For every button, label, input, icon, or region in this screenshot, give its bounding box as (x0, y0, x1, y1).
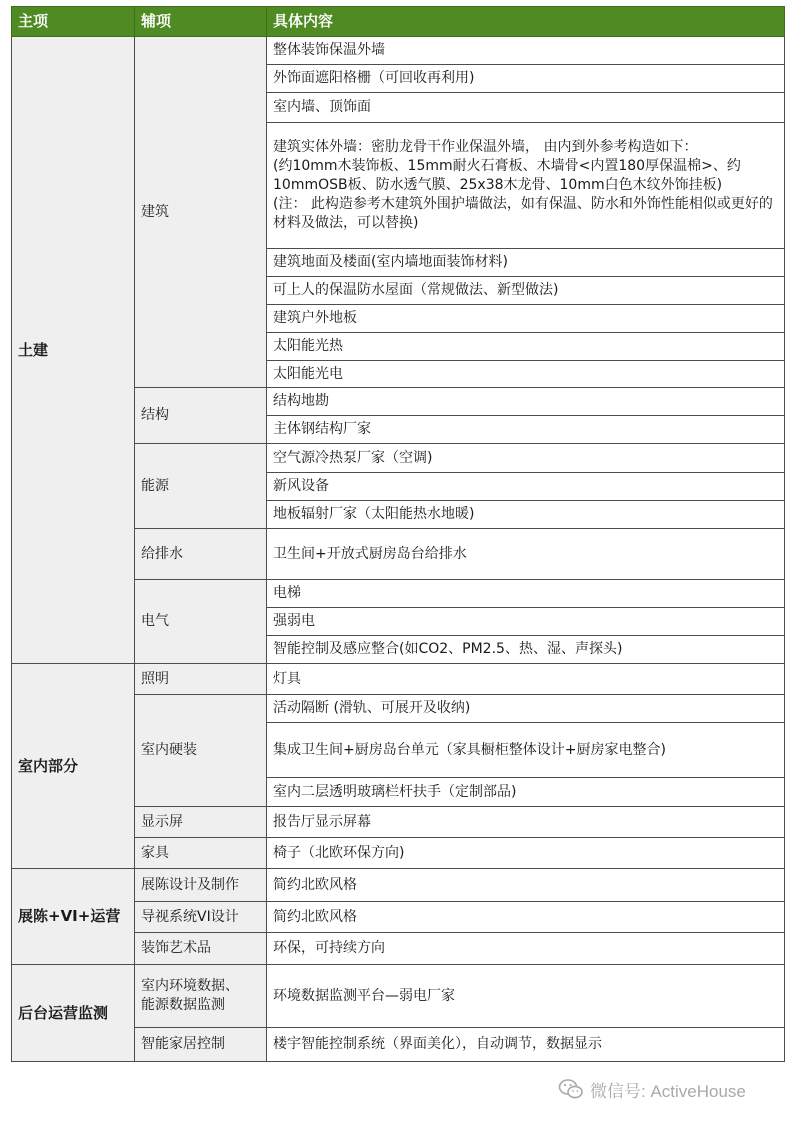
wechat-watermark (558, 1074, 746, 1104)
content-cell: 建筑实体外墙：密肋龙骨干作业保温外墙， 由内到外参考构造如下： (约10mm木装饰板、15mm耐火石膏板、木墙骨<内置180厚保温棉>、约10mmOSB板、防水透气膜、25x38木龙骨、10mm白色木纹外饰挂板) (注： 此构造参考木建筑外围护墙做法，如有保温、防水和外饰性能相似或更好的材料及做法，可以替换) (267, 123, 785, 249)
content-cell: 灯具 (267, 664, 785, 695)
content-cell: 环保，可持续方向 (267, 933, 785, 965)
content-cell: 简约北欧风格 (267, 869, 785, 902)
table-header-row (12, 7, 785, 37)
main-item-cell: 室内部分 (12, 664, 135, 869)
content-cell: 建筑户外地板 (267, 305, 785, 333)
content-cell: 太阳能光热 (267, 333, 785, 361)
content-cell: 结构地勘 (267, 388, 785, 416)
content-cell: 室内墙、顶饰面 (267, 93, 785, 123)
main-item-cell: 后台运营监测 (12, 965, 135, 1062)
sub-item-cell: 装饰艺术品 (135, 933, 267, 965)
content-cell: 活动隔断 (滑轨、可展开及收纳) (267, 695, 785, 723)
content-cell: 楼宇智能控制系统（界面美化），自动调节，数据显示 (267, 1028, 785, 1062)
sub-item-cell: 智能家居控制 (135, 1028, 267, 1062)
table-row (12, 664, 785, 695)
sub-item-cell: 能源 (135, 444, 267, 529)
sub-item-cell: 室内环境数据、 能源数据监测 (135, 965, 267, 1028)
main-item-cell: 展陈+VI+运营 (12, 869, 135, 965)
wechat-icon (558, 1078, 584, 1100)
sub-item-cell: 照明 (135, 664, 267, 695)
table-row (12, 869, 785, 902)
project-table (11, 6, 785, 1062)
sub-item-cell: 导视系统VI设计 (135, 902, 267, 933)
content-cell: 空气源冷热泵厂家（空调) (267, 444, 785, 473)
content-cell: 电梯 (267, 580, 785, 608)
content-cell: 卫生间+开放式厨房岛台给排水 (267, 529, 785, 580)
sub-item-cell: 建筑 (135, 37, 267, 388)
content-cell: 建筑地面及楼面(室内墙地面装饰材料) (267, 249, 785, 277)
content-cell: 太阳能光电 (267, 361, 785, 388)
sub-item-cell: 家具 (135, 838, 267, 869)
sub-item-cell: 室内硬装 (135, 695, 267, 807)
header-sub-item: 辅项 (135, 7, 267, 37)
table-body (12, 37, 785, 1062)
watermark-text: 微信号: ActiveHouse (590, 1081, 746, 1101)
content-cell: 整体装饰保温外墙 (267, 37, 785, 65)
content-cell: 智能控制及感应整合(如CO2、PM2.5、热、湿、声探头) (267, 636, 785, 664)
content-cell: 报告厅显示屏幕 (267, 807, 785, 838)
content-cell: 主体钢结构厂家 (267, 416, 785, 444)
table-row (12, 965, 785, 1028)
content-cell: 环境数据监测平台—弱电厂家 (267, 965, 785, 1028)
content-cell: 室内二层透明玻璃栏杆扶手（定制部品) (267, 778, 785, 807)
sub-item-cell: 给排水 (135, 529, 267, 580)
header-content: 具体内容 (267, 7, 785, 37)
content-cell: 外饰面遮阳格栅（可回收再利用) (267, 65, 785, 93)
content-cell: 地板辐射厂家（太阳能热水地暖) (267, 501, 785, 529)
header-main-item: 主项 (12, 7, 135, 37)
content-cell: 新风设备 (267, 473, 785, 501)
content-cell: 椅子（北欧环保方向) (267, 838, 785, 869)
content-cell: 强弱电 (267, 608, 785, 636)
sub-item-cell: 显示屏 (135, 807, 267, 838)
content-cell: 简约北欧风格 (267, 902, 785, 933)
sub-item-cell: 展陈设计及制作 (135, 869, 267, 902)
main-item-cell: 土建 (12, 37, 135, 664)
table-row (12, 37, 785, 65)
sub-item-cell: 电气 (135, 580, 267, 664)
content-cell: 集成卫生间+厨房岛台单元（家具橱柜整体设计+厨房家电整合) (267, 723, 785, 778)
content-cell: 可上人的保温防水屋面（常规做法、新型做法) (267, 277, 785, 305)
sub-item-cell: 结构 (135, 388, 267, 444)
